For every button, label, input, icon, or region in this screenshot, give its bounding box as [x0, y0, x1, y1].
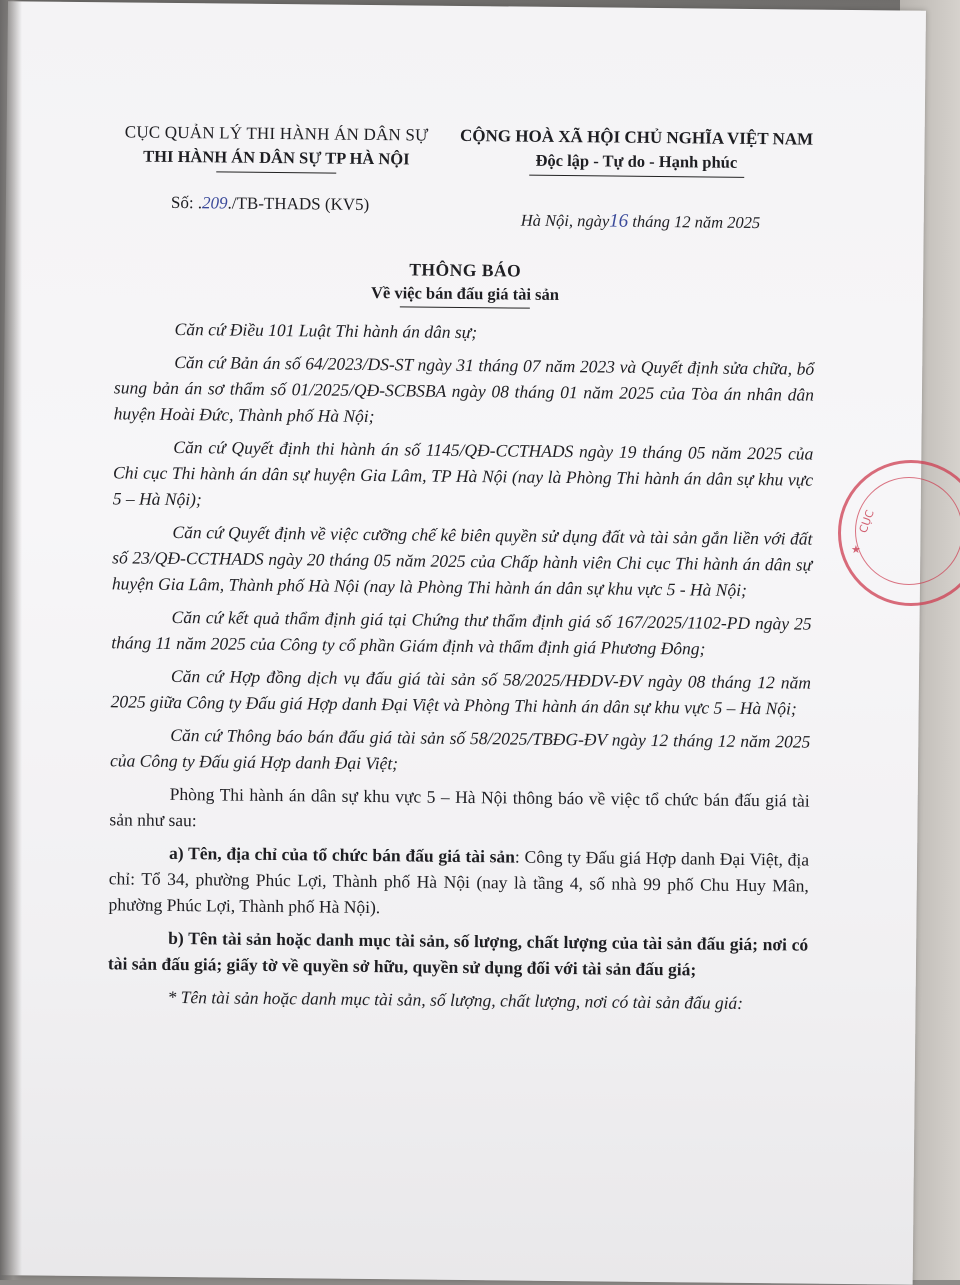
asset-bullet: * Tên tài sản hoặc danh mục tài sản, số lượng, chất lượng, nơi có tài sản đấu giá: — [167, 986, 744, 1013]
section-a — [108, 839, 809, 924]
document-title — [115, 254, 815, 311]
intro-paragraph: Phòng Thi hành án dân sự khu vực 5 – Hà Nội thông báo về việc tổ chức bán đấu giá tài sản như sau: — [109, 783, 810, 831]
motto-underline — [529, 175, 744, 178]
date-handwritten-day: 16 — [609, 210, 629, 232]
ground-paragraph: Căn cứ Hợp đồng dịch vụ đấu giá tài sản số 58/2025/HĐDV-ĐV ngày 08 tháng 12 năm 2025 giữa Công ty Đấu giá Hợp danh Đại Việt và Phòng Thi hành án dân sự khu vực 5 – Hà Nội; — [110, 665, 812, 719]
doc-number-prefix: Số: . — [170, 192, 203, 213]
title-sub: Về việc bán đấu giá tài sản — [370, 283, 560, 304]
document-page — [0, 1, 926, 1285]
title-underline — [400, 306, 530, 308]
ground-paragraph: Căn cứ Quyết định về việc cưỡng chế kê biên quyền sử dụng đất và tài sản gắn liền với đất số 23/QĐ-CCTHADS ngày 20 tháng 05 năm 2025 của Chấp hành viên Chi cục Thi hành án dân sự huyện Gia Lâm, Thành phố Hà Nội (nay là Phòng Thi hành án dân sự khu vực 5 - Hà Nội; — [111, 521, 813, 600]
section-b-heading: b) Tên tài sản hoặc danh mục tài sản, số lượng, chất lượng của tài sản đấu giá; nơi có tài sản đấu giá; giấy tờ về quyền sở hữu, quyền sử dụng đối với tài sản đấu giá; — [107, 927, 809, 980]
title-main: THÔNG BÁO — [409, 259, 522, 281]
agency-underline — [216, 171, 336, 173]
office-name: THI HÀNH ÁN DÂN SỰ TP HÀ NỘI — [143, 146, 410, 169]
agency-header — [116, 120, 437, 174]
date-prefix: Hà Nội, ngày — [520, 210, 610, 231]
document-number — [171, 191, 370, 217]
section-a-text: : Công ty Đấu giá Hợp danh Đại Việt, địa chỉ: Tổ 34, phường Phúc Lợi, Thành phố Hà Nội (nay là tầng 4, số nhà 99 phố Chu Huy Mân, phường Phúc Lợi, Thành phố Hà Nội). — [108, 846, 810, 918]
section-a-label: a) Tên, địa chỉ của tổ chức bán đấu giá tài sản — [169, 842, 516, 867]
page-left-shadow — [0, 0, 22, 1280]
national-header — [446, 124, 827, 179]
seal-text: CỤC — [856, 508, 877, 535]
ground-paragraph: Căn cứ Điều 101 Luật Thi hành án dân sự; — [174, 318, 478, 343]
ground-paragraph: Căn cứ Bản án số 64/2023/DS-ST ngày 31 tháng 07 năm 2023 và Quyết định sửa chữa, bổ sung bản án sơ thẩm số 01/2025/QĐ-SCBSBA ngày 08 tháng 01 năm 2025 của Tòa án nhân dân huyện Hoài Đức, Thành phố Hà Nội; — [113, 351, 815, 427]
seal-star-icon: ★ — [851, 544, 861, 556]
doc-number-suffix: ./TB-THADS (KV5) — [227, 193, 370, 214]
document-body — [107, 315, 814, 1023]
ground-paragraph: Căn cứ Quyết định thi hành án số 1145/QĐ-CCTHADS ngày 19 tháng 05 năm 2025 của Chi cục Thi hành án dân sự huyện Gia Lâm, TP Hà Nội (nay là Phòng Thi hành án dân sự khu vực 5 – Hà Nội); — [112, 436, 814, 510]
agency-name: CỤC QUẢN LÝ THI HÀNH ÁN DÂN SỰ — [124, 122, 429, 145]
document-content — [107, 120, 817, 1013]
doc-number-handwritten: 209 — [202, 193, 228, 213]
date-line — [521, 209, 761, 236]
date-suffix: tháng 12 năm 2025 — [628, 211, 761, 233]
nation-name: CỘNG HOÀ XÃ HỘI CHỦ NGHĨA VIỆT NAM — [459, 125, 814, 149]
ground-paragraph: Căn cứ Thông báo bán đấu giá tài sản số 58/2025/TBĐG-ĐV ngày 12 tháng 12 năm 2025 của Công ty Đấu giá Hợp danh Đại Việt; — [109, 724, 811, 774]
seal-inner-ring — [855, 477, 960, 585]
national-motto: Độc lập - Tự do - Hạnh phúc — [535, 150, 738, 172]
ground-paragraph: Căn cứ kết quả thẩm định giá tại Chứng thư thẩm định giá số 167/2025/1102-PD ngày 25 tháng 11 năm 2025 của Công ty cổ phần Giám định và thẩm định giá Phương Đông; — [111, 606, 812, 659]
